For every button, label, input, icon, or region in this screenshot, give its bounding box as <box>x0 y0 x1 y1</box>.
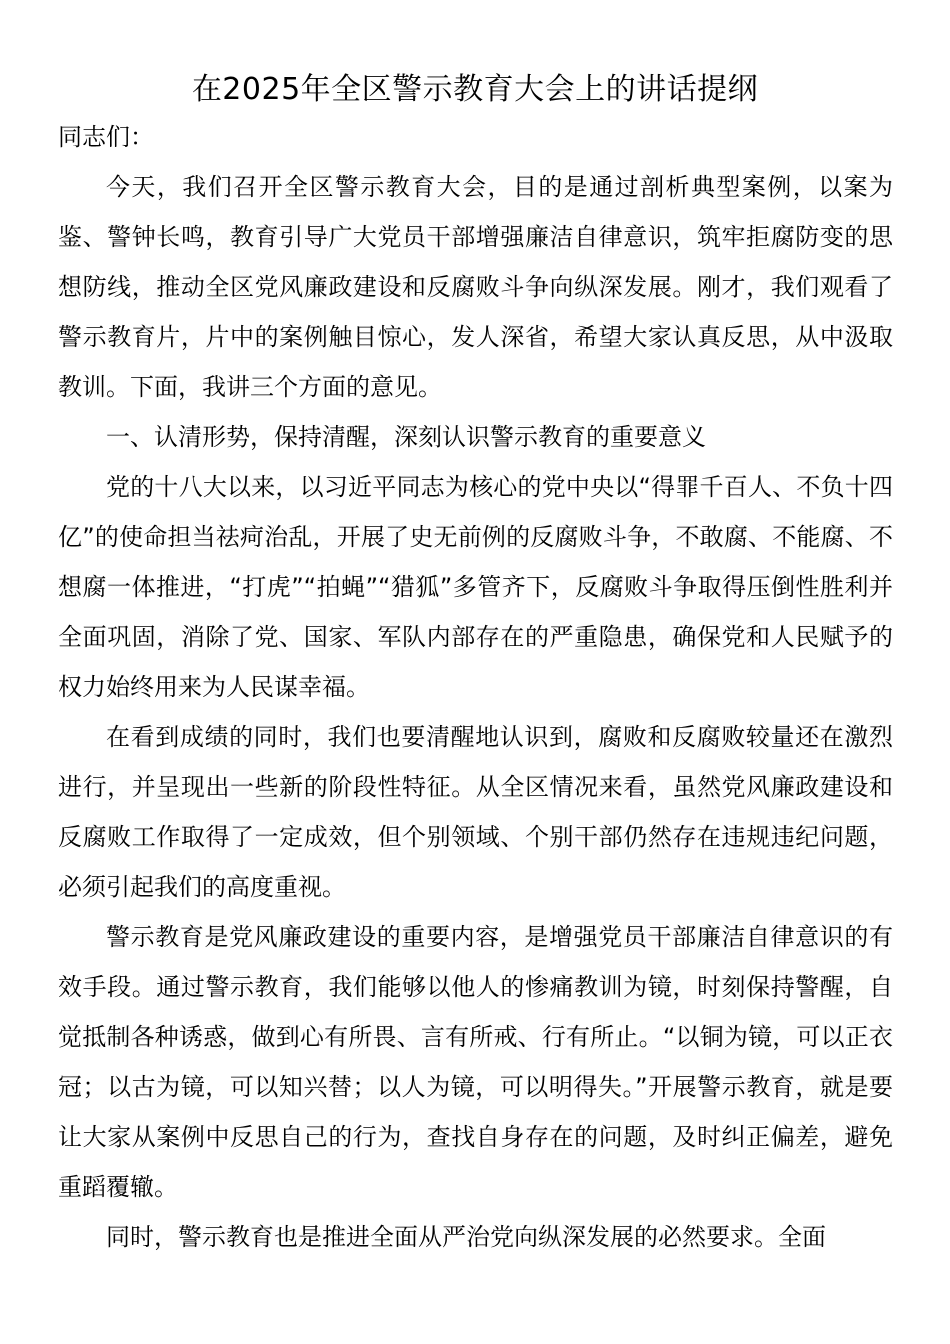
paragraph-opening: 今天，我们召开全区警示教育大会，目的是通过剖析典型案例，以案为鉴、警钟长鸣，教育引导广大党员干部增强廉洁自律意识，筑牢拒腐防变的思想防线，推动全区党风廉政建设和反腐败斗争向纵深发展。刚才，我们观看了警示教育片，片中的案例触目惊心，发人深省，希望大家认真反思，从中汲取教训。下面，我讲三个方面的意见。 <box>58 173 893 401</box>
section-heading-1: 一、认清形势，保持清醒，深刻认识警示教育的重要意义 <box>106 423 706 451</box>
paragraph-achievements: 党的十八大以来，以习近平同志为核心的党中央以“得罪千百人、不负十四亿”的使命担当祛疴治乱，开展了史无前例的反腐败斗争，不敢腐、不能腐、不想腐一体推进，“打虎”“拍蝇”“猎狐”多管齐下，反腐败斗争取得压倒性胜利并全面巩固，消除了党、国家、军队内部存在的严重隐患，确保党和人民赋予的权力始终用来为人民谋幸福。 <box>58 473 893 701</box>
document-body <box>58 112 893 1262</box>
paragraph-situation: 在看到成绩的同时，我们也要清醒地认识到，腐败和反腐败较量还在激烈进行，并呈现出一些新的阶段性特征。从全区情况来看，虽然党风廉政建设和反腐败工作取得了一定成效，但个别领域、个别干部仍然存在违规违纪问题，必须引起我们的高度重视。 <box>58 723 893 901</box>
salutation: 同志们： <box>58 123 154 151</box>
paragraph-requirement: 同时，警示教育也是推进全面从严治党向纵深发展的必然要求。全面 <box>106 1223 826 1251</box>
paragraph-warning-education: 警示教育是党风廉政建设的重要内容，是增强党员干部廉洁自律意识的有效手段。通过警示教育，我们能够以他人的惨痛教训为镜，时刻保持警醒，自觉抵制各种诱惑，做到心有所畏、言有所戒、行有所止。“以铜为镜，可以正衣冠；以古为镜，可以知兴替；以人为镜，可以明得失。”开展警示教育，就是要让大家从案例中反思自己的行为，查找自身存在的问题，及时纠正偏差，避免重蹈覆辙。 <box>58 923 893 1201</box>
document-title: 在2025年全区警示教育大会上的讲话提纲 <box>191 72 759 107</box>
